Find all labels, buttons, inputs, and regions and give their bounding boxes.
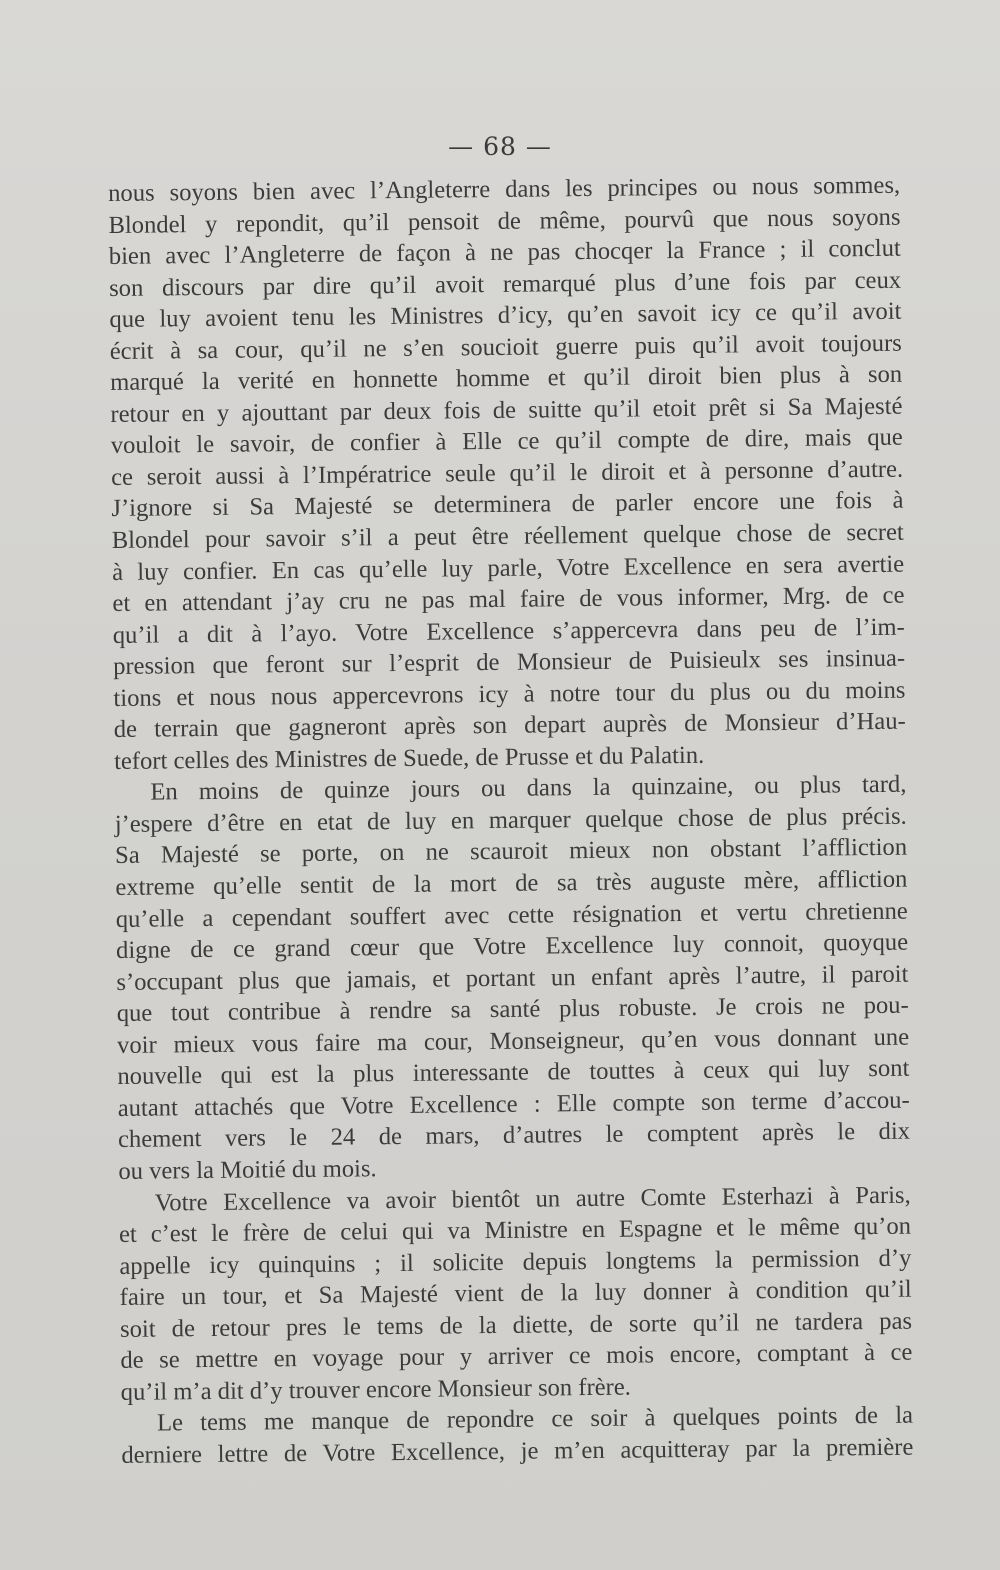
text-line: bien avec l’Angleterre de façon à ne pas chocqer la France ; il conclut xyxy=(108,234,901,271)
text-line: digne de ce grand cœur que Votre Excellence luy connoit, quoyque xyxy=(115,928,909,965)
text-line: appelle icy quinquins ; il solicite depuis longtems la permission d’y xyxy=(119,1244,912,1280)
text-line: tions et nous nous appercevrons icy à notre tour du plus ou du moins xyxy=(113,676,906,712)
text-line: Votre Excellence va avoir bientôt un autre Comte Esterhazi à Paris, xyxy=(154,1181,911,1217)
text-line: Blondel y repondit, qu’il pensoit de même, pourvû que nous soyons xyxy=(108,203,901,239)
text-line: extreme qu’elle sentit de la mort de sa très auguste mère, affliction xyxy=(115,865,908,901)
text-line: à luy confier. En cas qu’elle luy parle, Votre Excellence en sera avertie xyxy=(111,550,905,586)
text-line: et en attendant j’ay cru ne pas mal faire de vous informer, Mrg. de ce xyxy=(112,581,905,618)
page-number: — 68 — xyxy=(448,132,552,161)
text-line: j’espere d’être en etat de luy en marquer quelque chose de plus précis. xyxy=(114,802,907,838)
text-line: écrit à sa cour, qu’il ne s’en soucioit guerre puis qu’il avoit toujours xyxy=(109,329,902,365)
text-line: vouloit le savoir, de confier à Elle ce qu’il compte de dire, mais que xyxy=(110,424,903,460)
text-line: nouvelle qui est la plus interessante de touttes à ceux qui luy sont xyxy=(117,1054,910,1091)
text-line: derniere lettre de Votre Excellence, je m’en acquitteray par la première xyxy=(121,1433,914,1469)
text-line: de se mettre en voyage pour y arriver ce mois encore, comptant à ce xyxy=(120,1338,913,1375)
text-line: qu’il m’a dit d’y trouver encore Monsieur son frère. xyxy=(120,1373,631,1406)
text-line: voir mieux vous faire ma cour, Monseigneur, qu’en vous donnant une xyxy=(116,1023,910,1059)
text-line: et c’est le frère de celui qui va Ministre en Espagne et le même qu’on xyxy=(118,1212,912,1248)
text-line: ce seroit aussi à l’Impératrice seule qu’il le diroit et à personne d’autre. xyxy=(110,455,904,491)
text-line: marqué la verité en honnette homme et qu’il diroit bien plus à son xyxy=(110,360,903,397)
text-line: faire un tour, et Sa Majesté vient de la luy donner à condition qu’il xyxy=(119,1275,912,1312)
text-line: En moins de quinze jours ou dans la quinzaine, ou plus tard, xyxy=(150,771,907,806)
text-line: Le tems me manque de repondre ce soir à quelques points de la xyxy=(156,1401,914,1437)
text-line: Blondel pour savoir s’il a peut être réellement quelque chose de secret xyxy=(111,518,904,554)
text-line: ou vers la Moitié du mois. xyxy=(118,1155,377,1185)
text-line: que luy avoient tenu les Ministres d’icy, qu’en savoit icy ce qu’il avoit xyxy=(109,297,902,334)
text-line: pression que feront sur l’esprit de Monsieur de Puisieulx ses insinua- xyxy=(112,644,906,681)
text-line: chement vers le 24 de mars, d’autres le comptent après le dix xyxy=(117,1118,911,1154)
text-line: autant attachés que Votre Excellence : Elle compte son terme d’accou- xyxy=(117,1086,910,1122)
text-line: s’occupant plus que jamais, et portant un enfant après l’autre, il paroit xyxy=(116,960,909,996)
text-line: de terrain que gagneront après son depart auprès de Monsieur d’Hau- xyxy=(113,707,906,744)
text-line: qu’elle a cependant souffert avec cette résignation et vertu chretienne xyxy=(115,897,908,933)
text-line: J’ignore si Sa Majesté se determinera de parler encore une fois à xyxy=(111,487,904,523)
text-line: tefort celles des Ministres de Suede, de Prusse et du Palatin. xyxy=(113,741,705,775)
text-line: qu’il a dit à l’ayo. Votre Excellence s’appercevra dans peu de l’im- xyxy=(112,613,905,649)
text-line: son discours par dire qu’il avoit remarqué plus d’une fois par ceux xyxy=(109,266,902,302)
text-line: nous soyons bien avec l’Angleterre dans les principes ou nous sommes, xyxy=(108,171,901,207)
body-text xyxy=(108,170,914,1472)
text-line: Sa Majesté se porte, on ne scauroit mieux non obstant l’affliction xyxy=(114,834,908,870)
text-line: retour en y ajouttant par deux fois de suitte qu’il etoit prêt si Sa Majesté xyxy=(110,392,903,428)
text-line: soit de retour pres le tems de la diette, de sorte qu’il ne tardera pas xyxy=(119,1307,913,1343)
text-line: que tout contribue à rendre sa santé plus robuste. Je crois ne pou- xyxy=(116,991,909,1028)
